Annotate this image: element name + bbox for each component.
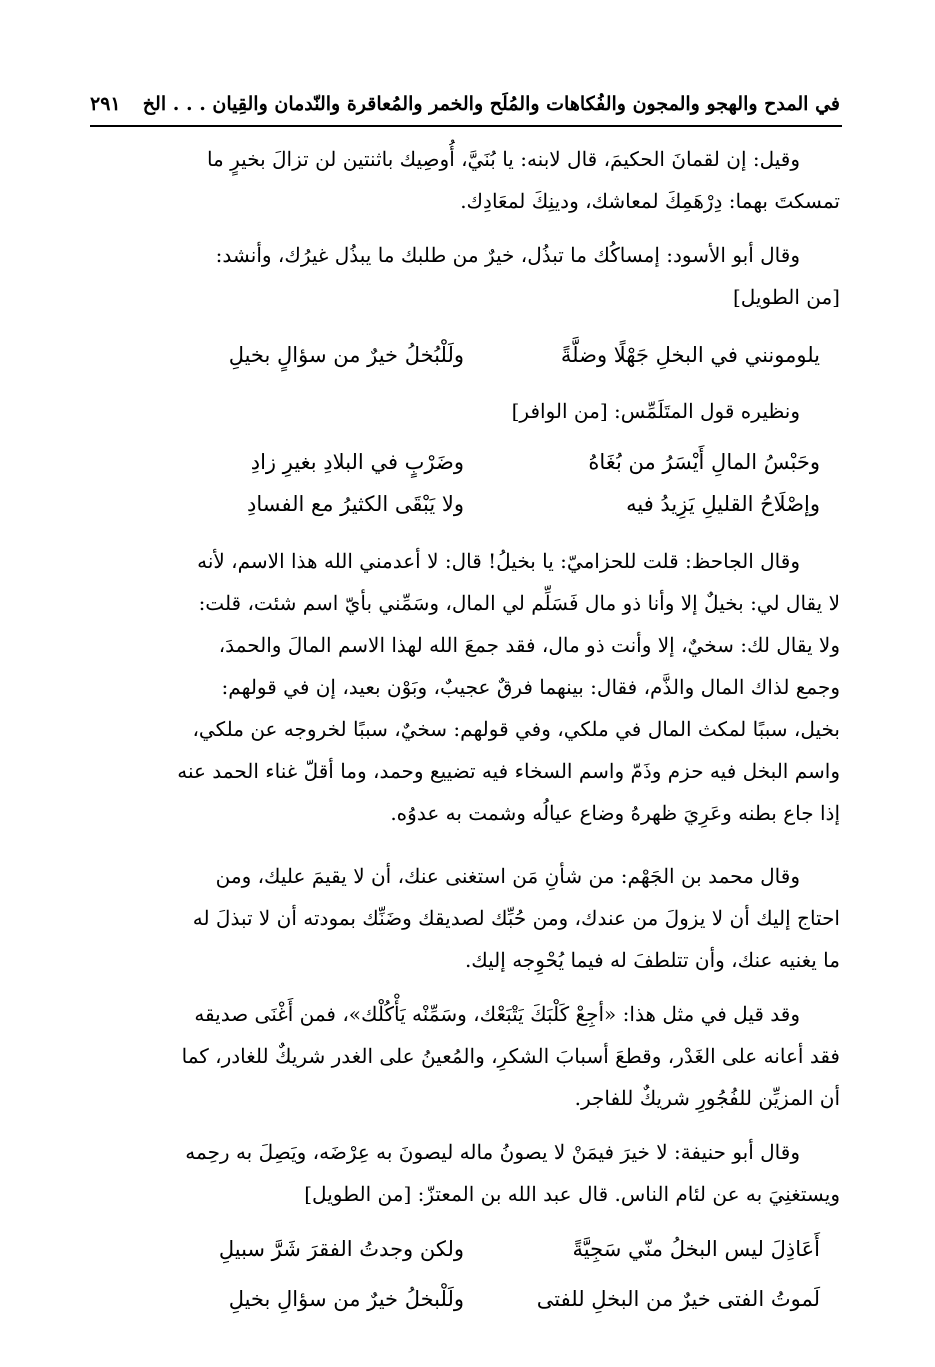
paragraph-abu-hanifa: [94, 1131, 840, 1215]
text-line: ويستغنِيَ به عن لئام الناس. قال عبد الله بن المعتزّ: [من الطويل]: [304, 1182, 840, 1206]
verse-line: [94, 1224, 840, 1274]
paragraph-jahm: [94, 855, 840, 981]
text-line: بخيل، سببًا لمكث المال في ملكي، وفي قولهم: سخيٌ، سببًا لخروجه عن ملكي،: [192, 717, 840, 741]
text-line: وقال أبو حنيفة: لا خيرَ فيمَنْ لا يصونُ ماله ليصونَ به عِرْضَه، ويَصِلَ به رحِمه: [185, 1140, 800, 1164]
header-title: في المدح والهجو والمجون والفُكاهات والمُلَح والخمر والمُعاقرة والنّدمان والقِيان . . . الخ: [142, 93, 840, 115]
header-rule: [90, 125, 842, 127]
verse-hemistich: وإصْلَاحُ القليلِ يَزِيدُ فيه: [626, 492, 820, 516]
verse-group-3: [94, 1224, 840, 1324]
text-line: وقال أبو الأسود: إمساكُك ما تبذُل، خيرٌ من طلبك ما يبذُل غيرُك، وأنشد:: [215, 243, 800, 267]
text-line: ما يغنيه عنك، وأن تتلطفَ له فيما يُحْوِجه إليك.: [464, 948, 840, 972]
verse-hemistich: وضَرْبٍ في البلادِ بغيرِ زادِ: [250, 450, 464, 474]
paragraph-jahiz: [94, 540, 840, 834]
verse-hemistich: يلومونني في البخلِ جَهْلًا وضلَّةً: [560, 343, 820, 367]
paragraph-luqman: [94, 138, 840, 222]
text-line: وقال محمد بن الجَهْم: من شأنِ مَن استغنى عنك، أن لا يقيمَ عليك، ومن: [215, 864, 800, 888]
verse-hemistich: أَعَاذِلَ ليس البخلُ منّي سَجِيَّةً: [572, 1237, 820, 1261]
paragraph-proverb: [94, 993, 840, 1119]
text-line: وقال الجاحظ: قلت للحزاميّ: يا بخيلُ! قال: لا أعدمني الله هذا الاسم، لأنه: [197, 549, 800, 573]
meter-label: [من الطويل]: [732, 285, 840, 309]
text-line: أن المزيِّن للفُجُورِ شريكٌ للفاجر.: [574, 1086, 840, 1110]
verse-hemistich: ولَلْبخلُ خيرٌ من سؤالِ بخيلِ: [228, 1287, 464, 1311]
verse-line: [94, 1274, 840, 1324]
text-line: احتاج إليك أن لا يزولَ من عندك، ومن حُبِّك لصديقك وضَنِّك بمودته أن لا تبذلَ له: [192, 906, 840, 930]
text-line: فقد أعانه على الغَدْر، وقطعَ أسبابَ الشكرِ، والمُعينُ على الغدر شريكٌ للغادر، كما: [181, 1044, 840, 1068]
text-line: ونظيره قول المتَلَمِّس: [من الوافر]: [511, 399, 800, 423]
verse-hemistich: ولا يَبْقَى الكثيرُ مع الفسادِ: [247, 492, 464, 516]
verse-line: [94, 483, 840, 525]
text-line: ولا يقال لك: سخيٌ، إلا وأنت ذو مال، فقد جمعَ الله لهذا الاسم المالَ والحمدَ،: [218, 633, 840, 657]
text-line: واسم البخل فيه حزم وذَمّ واسم السخاء فيه تضييع وحمد، وما أقلّ غناء الحمد عنه: [177, 759, 840, 783]
paragraph-abu-aswad: [94, 234, 840, 318]
running-header: [90, 86, 840, 122]
verse-group-2: [94, 441, 840, 525]
text-line: وقيل: إن لقمانَ الحكيمَ، قال لابنه: يا بُنَيَّ، أُوصِيك باثنتين لن تزالَ بخيرٍ ما: [206, 147, 800, 171]
paragraph-mutalammis: [94, 390, 840, 432]
verse-hemistich: ولَلْبُخلُ خيرٌ من سؤالٍ بخيلِ: [228, 343, 464, 367]
verse-hemistich: ولكن وجدتُ الفقرَ شَرَّ سبيلِ: [218, 1237, 464, 1261]
text-line: وجمع لذاك المال والذَّم، فقال: بينهما فرقٌ عجيبٌ، وبَوْن بعيد، إن في قولهم:: [221, 675, 840, 699]
verse-hemistich: لَموتُ الفتى خيرٌ من البخلِ للفتى: [536, 1287, 820, 1311]
verse-line: [94, 334, 840, 376]
verse-group-1: [94, 334, 840, 376]
verse-line: [94, 441, 840, 483]
text-line: تمسكتَ بهما: دِرْهَمِكَ لمعاشك، ودينِكَ لمعَادِك.: [460, 189, 840, 213]
verse-hemistich: وحَبْسُ المالِ أَيْسَرُ من بُغَاهُ: [588, 450, 820, 474]
text-line: لا يقال لي: بخيلٌ إلا وأنا ذو مال فَسَلِّم لي المال، وسَمِّني بأيّ اسم شئت، قلت:: [198, 591, 840, 615]
text-line: إذا جاع بطنه وعَرِيَ ظهرهُ وضاع عيالُه وشمت به عدوُه.: [390, 801, 840, 825]
text-line: وقد قيل في مثل هذا: «أجِعْ كَلْبَكَ يَتْبَعْك، وسَمِّنْه يَأْكُلْك»، فمن أَغْنَى صديقه: [194, 1002, 800, 1026]
page-number: ٢٩١: [90, 93, 121, 115]
